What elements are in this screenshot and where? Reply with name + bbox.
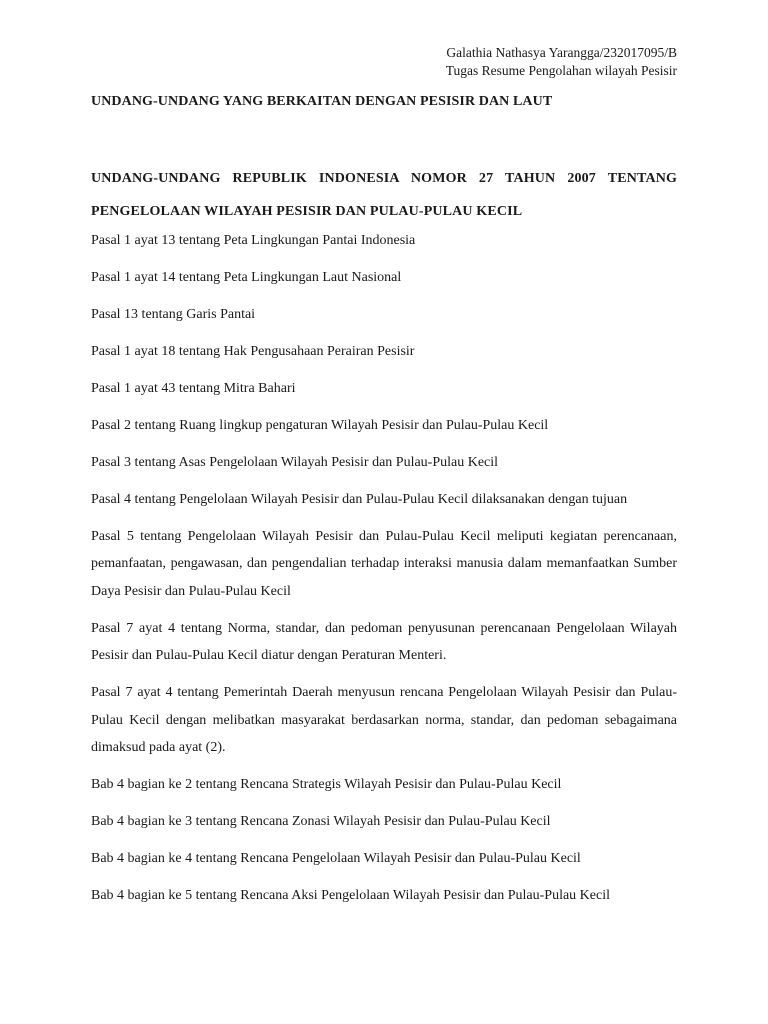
list-item: Pasal 7 ayat 4 tentang Norma, standar, dan pedoman penyusunan perencanaan Pengelolaan Wilayah Pesisir dan Pulau-Pulau Kecil diatur dengan Peraturan Menteri. bbox=[91, 620, 677, 664]
list-item: Pasal 2 tentang Ruang lingkup pengaturan Wilayah Pesisir dan Pulau-Pulau Kecil bbox=[91, 418, 549, 433]
list-item: Bab 4 bagian ke 3 tentang Rencana Zonasi Wilayah Pesisir dan Pulau-Pulau Kecil bbox=[91, 814, 551, 830]
list-item: Pasal 7 ayat 4 tentang Pemerintah Daerah menyusun rencana Pengelolaan Wilayah Pesisir dan Pulau-Pulau Kecil dengan melibatkan masyarakat berdasarkan norma, standar, dan pedoman sebagaimana dimaksud pada ayat (2). bbox=[91, 685, 677, 756]
list-item: Pasal 5 tentang Pengelolaan Wilayah Pesisir dan Pulau-Pulau Kecil meliputi kegiatan perencanaan, pemanfaatan, pengawasan, dan pengendalian terhadap interaksi manusia dalam memanfaatkan Sumber Daya Pesisir dan Pulau-Pulau Kecil bbox=[91, 529, 677, 599]
article-list bbox=[91, 227, 677, 919]
author-line: Galathia Nathasya Yarangga/232017095/B bbox=[446, 45, 677, 60]
list-item: Pasal 1 ayat 43 tentang Mitra Bahari bbox=[91, 381, 296, 396]
header-block bbox=[446, 44, 677, 80]
list-item: Bab 4 bagian ke 2 tentang Rencana Strategis Wilayah Pesisir dan Pulau-Pulau Kecil bbox=[91, 777, 562, 793]
list-item: Bab 4 bagian ke 5 tentang Rencana Aksi Pengelolaan Wilayah Pesisir dan Pulau-Pulau Kecil bbox=[91, 888, 610, 904]
list-item: Pasal 1 ayat 14 tentang Peta Lingkungan Laut Nasional bbox=[91, 270, 402, 285]
assignment-line: Tugas Resume Pengolahan wilayah Pesisir bbox=[445, 63, 677, 78]
document-title: UNDANG-UNDANG YANG BERKAITAN DENGAN PESISIR DAN LAUT bbox=[91, 94, 553, 109]
list-item: Bab 4 bagian ke 4 tentang Rencana Pengelolaan Wilayah Pesisir dan Pulau-Pulau Kecil bbox=[91, 851, 581, 867]
list-item: Pasal 1 ayat 18 tentang Hak Pengusahaan Perairan Pesisir bbox=[91, 344, 415, 359]
list-item: Pasal 3 tentang Asas Pengelolaan Wilayah Pesisir dan Pulau-Pulau Kecil bbox=[91, 455, 499, 470]
list-item: Pasal 4 tentang Pengelolaan Wilayah Pesisir dan Pulau-Pulau Kecil dilaksanakan dengan tujuan bbox=[91, 492, 628, 507]
list-item: Pasal 1 ayat 13 tentang Peta Lingkungan Pantai Indonesia bbox=[91, 233, 416, 248]
law-heading: UNDANG-UNDANG REPUBLIK INDONESIA NOMOR 27 TAHUN 2007 TENTANG PENGELOLAAN WILAYAH PESISIR DAN PULAU-PULAU KECIL bbox=[91, 171, 677, 219]
list-item: Pasal 13 tentang Garis Pantai bbox=[91, 307, 256, 322]
